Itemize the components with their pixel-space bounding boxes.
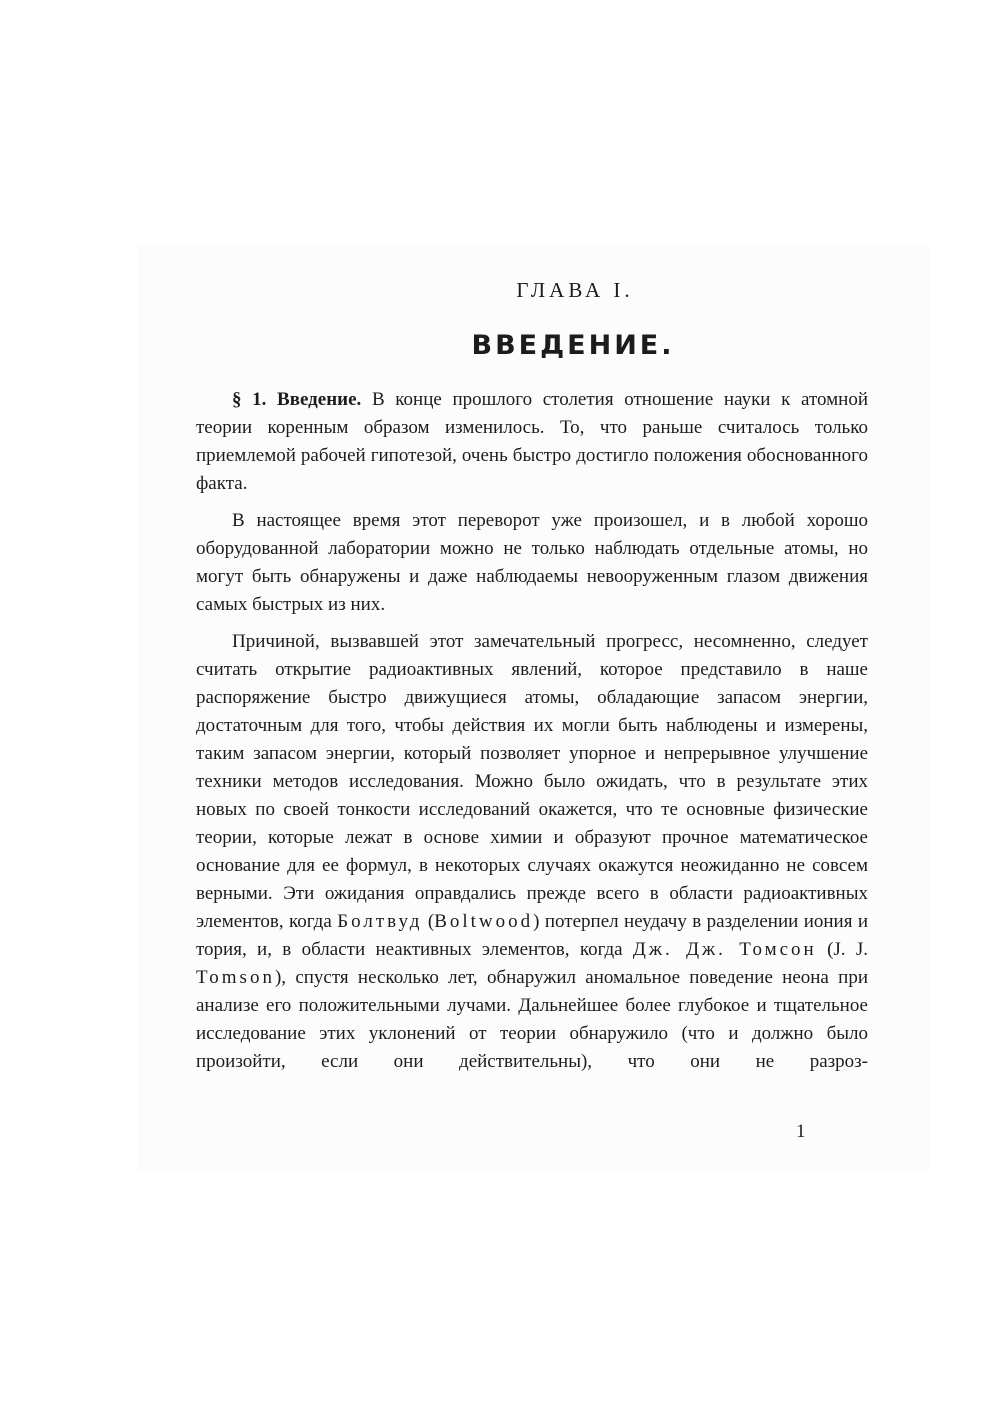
paragraph-3-text-c: ) потерпел неудачу в разделении иония и тория, и, в области неактивных элементов, когда xyxy=(196,911,869,960)
paragraph-3-text-b: ( xyxy=(427,911,435,932)
person-name-tomson: Дж. Дж. Томсон xyxy=(632,939,817,960)
paragraph-3-text-d: (J. J. xyxy=(827,939,869,960)
paragraph-3-text-a: Причиной, вызвавшей этот замечательный прогресс, несомненно, следует считать открытие радиоактивных явлений, которое представило в наше распоряжение быстро движущиеся атомы, обладающие запасом энергии, достаточным для того, чтобы действия их могли быть наблюдены и измерены, таким запасом энергии, который позволяет упорное и непрерывное улучшение техники методов исследования. Можно было ожидать, что в результате этих новых по своей тонкости исследований окажется, что те основные физические теории, которые лежат в основе химии и образуют прочное математическое основание для ее формул, в некоторых случаях окажутся неожиданно не совсем верными. Эти ожидания оправдались прежде всего в области радиоактивных элементов, когда xyxy=(196,631,868,932)
paragraph-1 xyxy=(196,386,868,498)
paragraph-2: В настоящее время этот переворот уже произошел, и в любой хорошо оборудованной лаборатории можно не только наблюдать отдельные атомы, но могут быть обнаружены и даже наблюдаемы невооруженным глазом движения самых быстрых из них. xyxy=(196,510,868,615)
person-name-tomson-latin: Tomson xyxy=(196,967,275,988)
section-heading: § 1. Введение. xyxy=(232,389,362,410)
page-content xyxy=(196,276,868,1085)
paragraph-3-text-e: ), спустя несколько лет, обнаружил аномальное поведение неона при анализе его положительными лучами. Дальнейшее более глубокое и тщательное исследование этих уклонений от теории обнаружило (что и должно было произойти, если они действительны), что они не разроз- xyxy=(196,967,868,1072)
chapter-label: ГЛАВА I. xyxy=(516,278,634,302)
chapter-title: ВВЕДЕНИЕ. xyxy=(471,330,675,361)
paragraph-1-text: В конце прошлого столетия отношение науки к атомной теории коренным образом изменилось. То, что раньше считалось только приемлемой рабочей гипотезой, очень быстро достигло положения обоснованного факта. xyxy=(196,389,868,494)
person-name-boltwood-latin: Boltwood xyxy=(434,911,534,932)
page-number: 1 xyxy=(796,1121,806,1142)
person-name-boltwood: Болтвуд xyxy=(337,911,423,932)
paragraph-3 xyxy=(196,628,868,1076)
chapter-body xyxy=(196,386,868,1076)
